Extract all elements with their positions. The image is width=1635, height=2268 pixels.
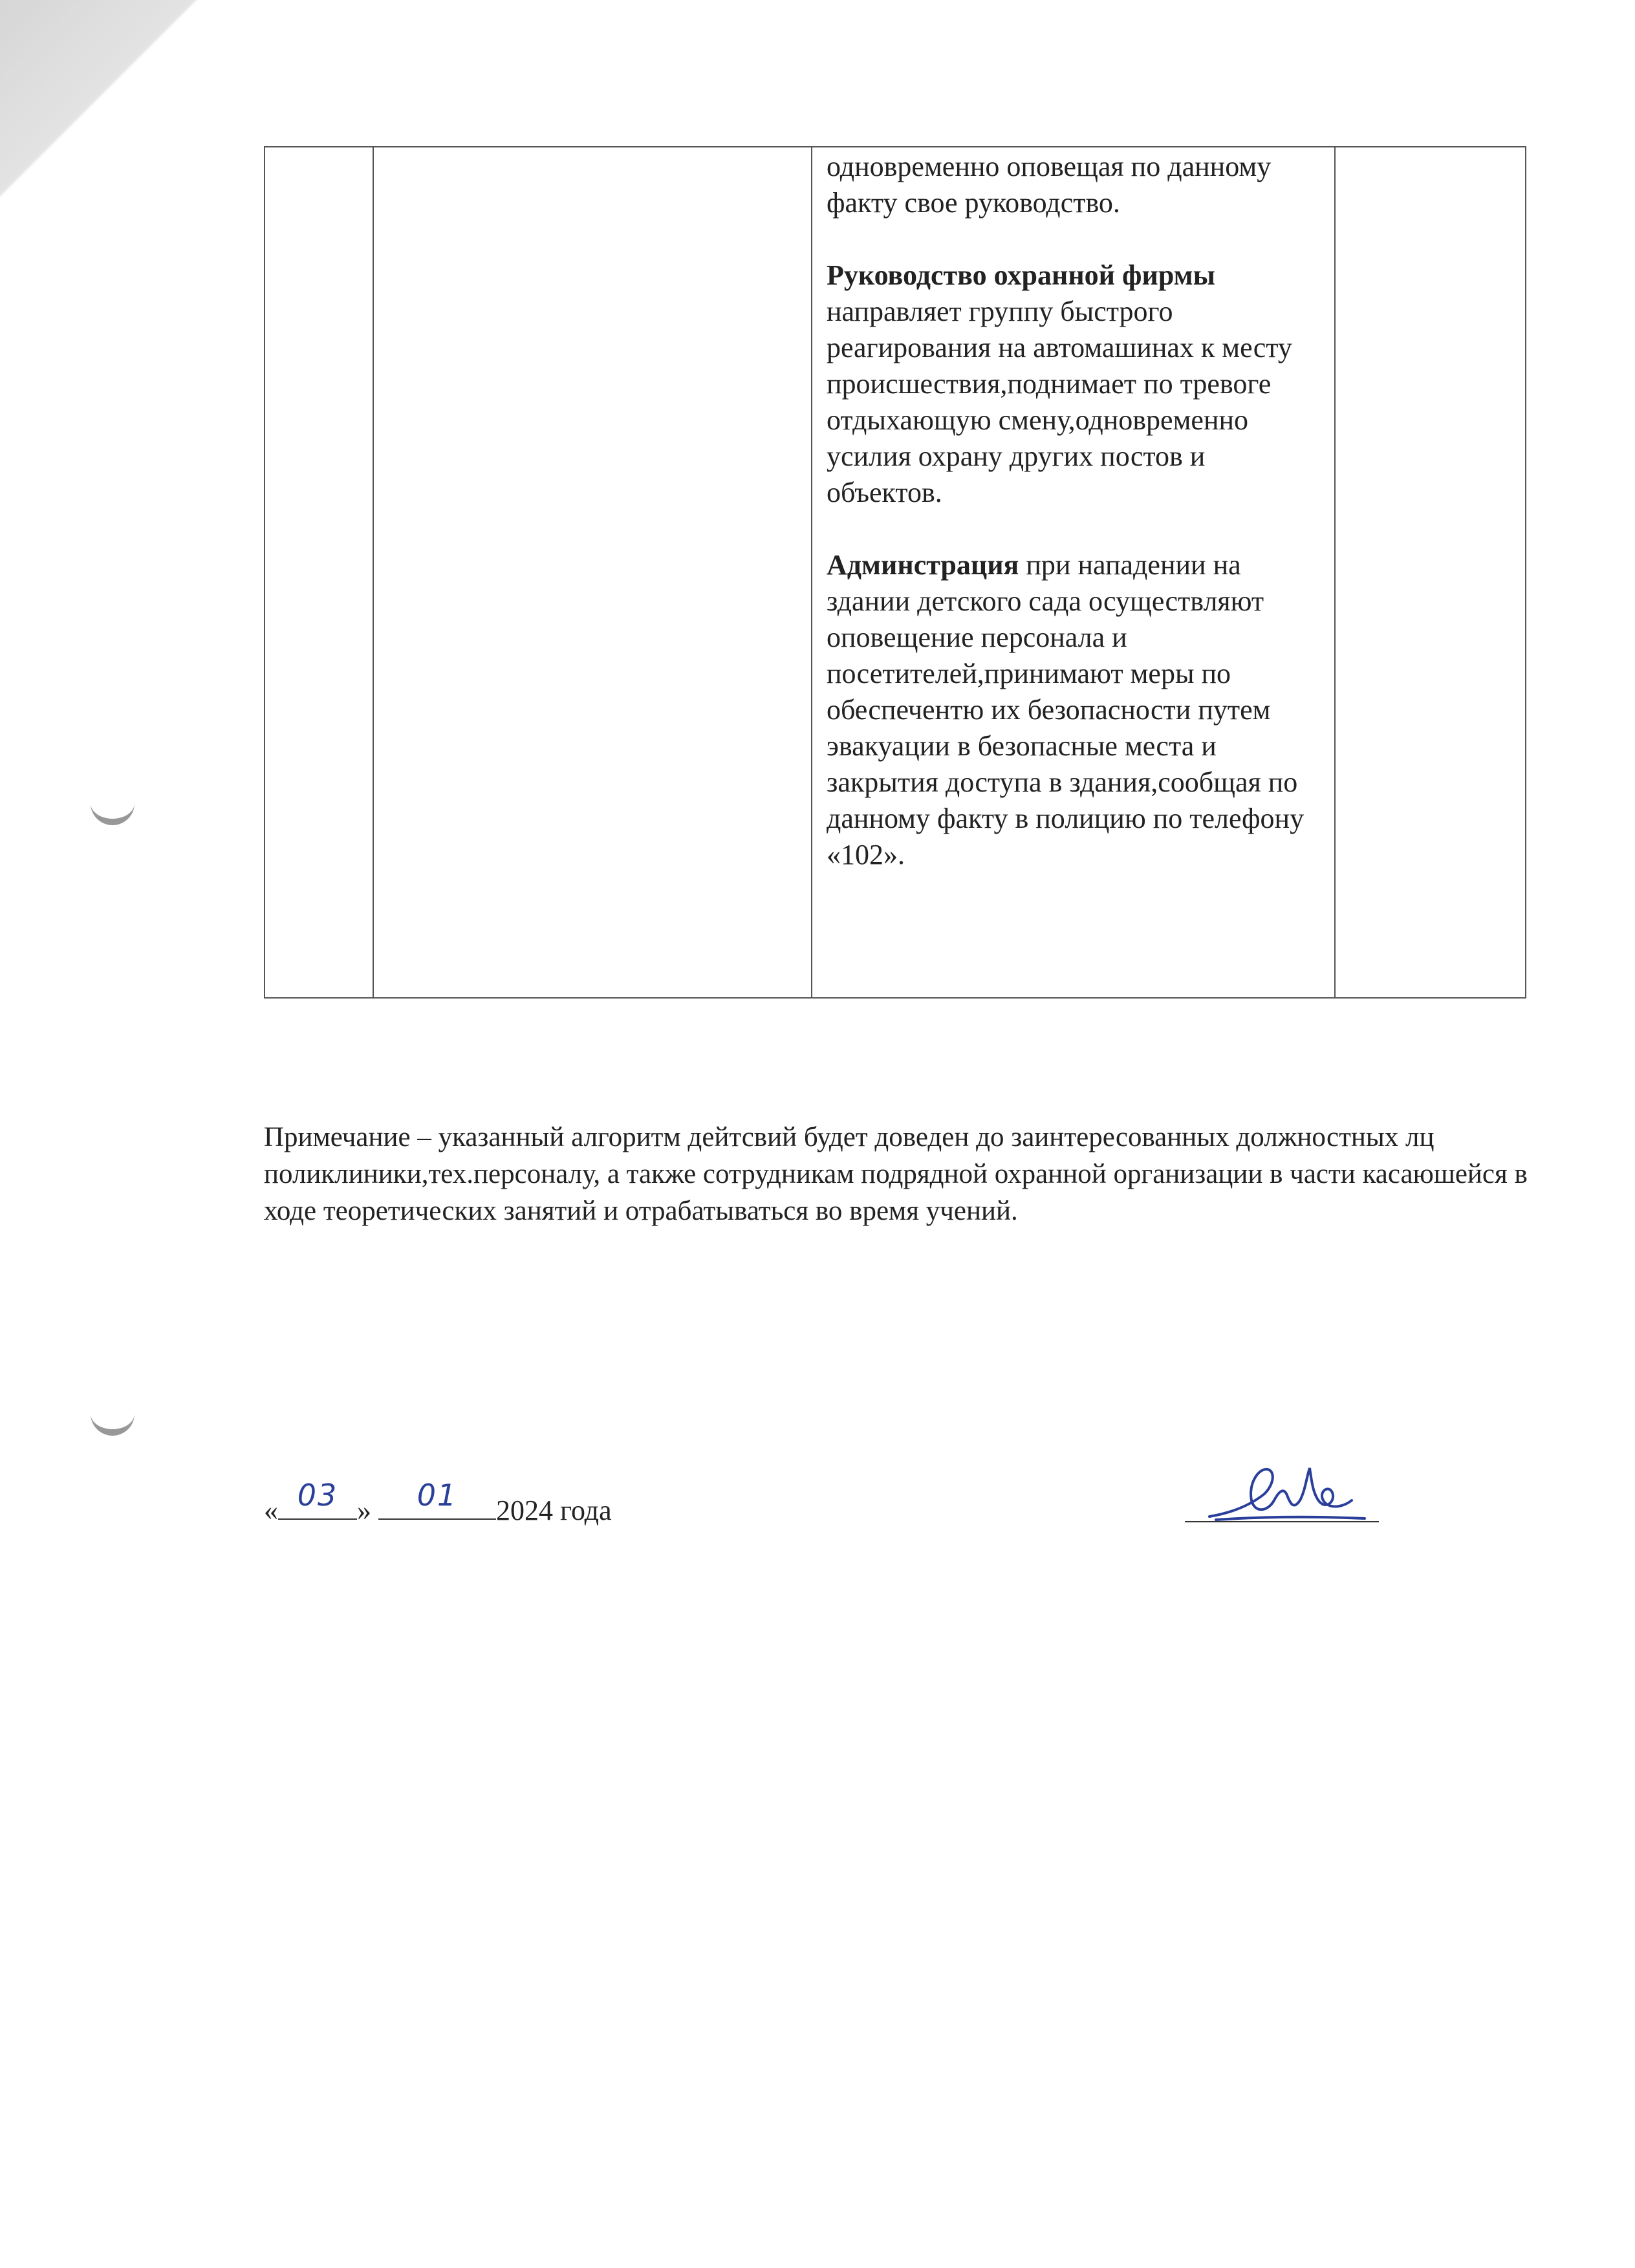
handwritten-signature xyxy=(1203,1455,1371,1533)
table-cell-situation xyxy=(373,147,812,998)
actions-paragraph-security-firm: Руководство охранной фирмы направляет группу быстрого реагирования на автомашинах к месту происшествия,поднимает по тревоге отдыхающую смену,одновременно усилия охрану других постов и объектов. xyxy=(826,259,1292,508)
table-row xyxy=(265,147,1526,998)
hole-punch-mark xyxy=(91,1410,135,1436)
note-paragraph: Примечание – указанный алгоритм дейтсвий будет доведен до заинтересованных должностных лц поликлиники,тех.персоналу, а также сотрудникам подрядной охранной организации в части касаюшейся в ходе теоретических занятий и отрабатываться во время учений. xyxy=(264,1122,1528,1226)
administration-heading: Админстрация xyxy=(826,549,1019,581)
actions-paragraph: одновременно оповещая по данному факту свое руководство. xyxy=(826,151,1272,219)
date-month-field xyxy=(378,1478,496,1520)
date-day-field xyxy=(278,1478,357,1520)
table-cell-remarks xyxy=(1335,147,1526,998)
scan-corner-fold xyxy=(0,0,213,272)
handwritten-day: 03 xyxy=(297,1478,338,1513)
table-cell-number xyxy=(265,147,373,998)
actions-paragraph-administration: Админстрация при нападении на здании детского сада осуществляют оповещение персонала и посетителей,принимают меры по обеспечентю их безопасности путем эвакуации в безопасные места и закрытия доступа в здания,сообщая по данному факту в полицию по телефону «102». xyxy=(826,549,1305,870)
action-table xyxy=(264,146,1526,999)
table-cell-actions xyxy=(812,147,1335,998)
date-line: « 03 » 01 2024 года xyxy=(264,1487,612,1530)
security-firm-heading: Руководство охранной фирмы xyxy=(826,259,1215,291)
handwritten-month: 01 xyxy=(417,1478,458,1513)
date-year: 2024 года xyxy=(496,1495,612,1526)
hole-punch-mark xyxy=(91,799,135,825)
